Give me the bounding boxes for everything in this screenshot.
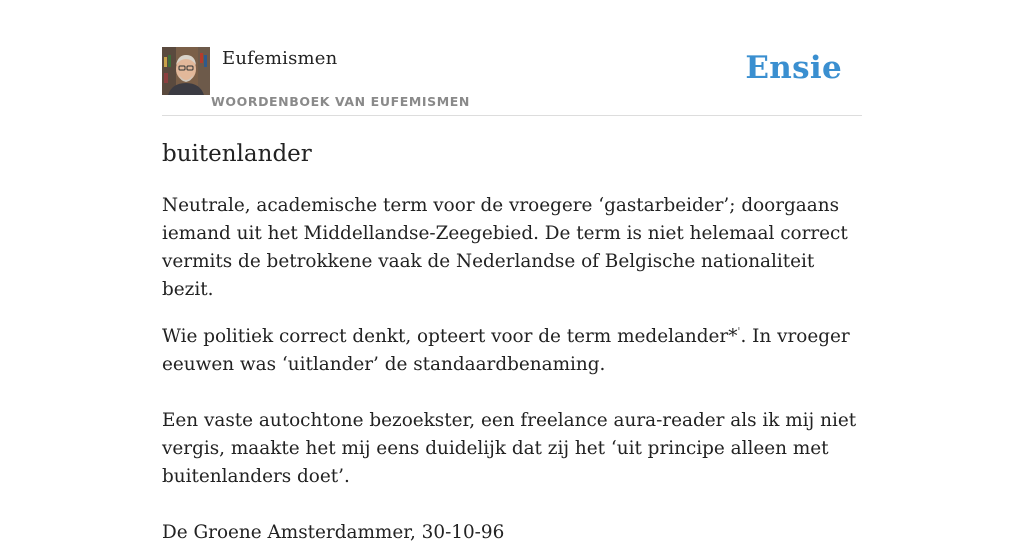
entry-title: buitenlander [162,141,312,167]
header-divider [162,115,862,116]
note-text-after: . In vroeger eeuwen was ‘uitlander’ de standaardbenaming. [162,326,850,375]
quote-source: De Groene Amsterdammer, 30-10-96 [162,522,505,543]
entry-note [162,323,867,379]
entry-content [162,138,867,547]
avatar-portrait-icon [162,47,210,95]
note-text-before: Wie politiek correct denkt, opteert voor de term [162,326,618,347]
entry-definition: Neutrale, academische term voor de vroegere ‘gastarbeider’; doorgaans iemand uit het Middellandse-Zeegebied. De term is niet helemaal correct vermits de betrokkene vaak de Nederlandse of Belgische nationaliteit bezit. [162,195,848,300]
ensie-logo-link[interactable]: Ensie [745,50,842,86]
author-avatar[interactable] [162,47,210,95]
link-marker: ' [737,324,741,338]
medelander-link[interactable]: medelander* [617,326,738,347]
author-name[interactable]: Eufemismen [222,48,338,69]
dictionary-subtitle[interactable]: WOORDENBOEK VAN EUFEMISMEN [211,94,470,109]
entry-quote: Een vaste autochtone bezoekster, een freelance aura-reader als ik mij niet vergis, maakte het mij eens duidelijk dat zij het ‘uit principe alleen met buitenlanders doet’. [162,410,857,487]
page-header [162,46,862,116]
